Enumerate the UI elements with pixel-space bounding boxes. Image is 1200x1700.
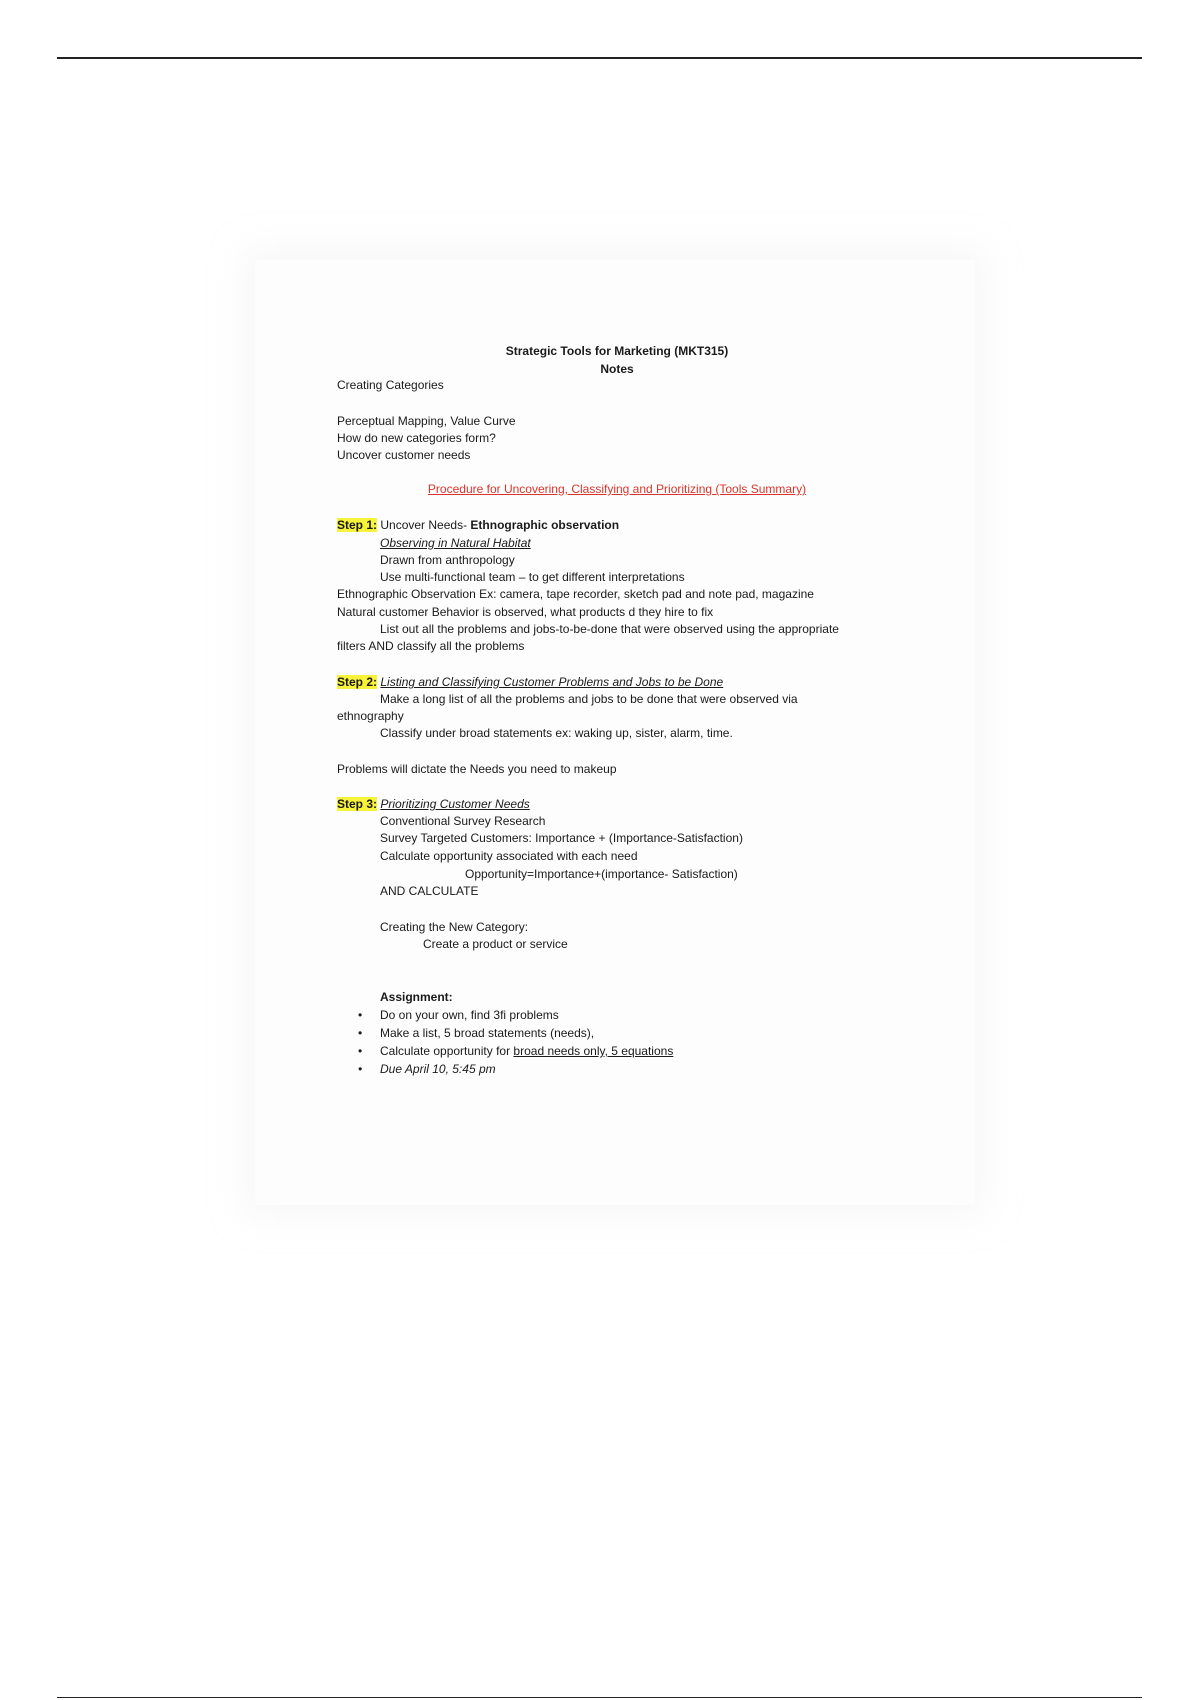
step3-label: Step 3:: [337, 797, 378, 811]
step3-detail: AND CALCULATE: [380, 884, 479, 898]
intro-line: How do new categories form?: [337, 431, 496, 445]
step3-detail: Survey Targeted Customers: Importance + (Importance-Satisfaction): [380, 831, 743, 845]
document-title: Strategic Tools for Marketing (MKT315): [505, 344, 729, 358]
bullet-icon: •: [358, 1044, 363, 1058]
intro-line: Uncover customer needs: [337, 448, 471, 462]
step3-detail: Conventional Survey Research: [380, 814, 546, 828]
step1-detail: Drawn from anthropology: [380, 553, 515, 567]
step2-line: [337, 673, 723, 691]
new-category-detail: Create a product or service: [423, 937, 568, 951]
step1-detail: filters AND classify all the problems: [337, 639, 525, 653]
intro-line: Creating Categories: [337, 378, 444, 392]
step3-detail: Calculate opportunity associated with each need: [380, 849, 638, 863]
step1-label: Step 1:: [337, 518, 378, 532]
step1-detail: Use multi-functional team – to get different interpretations: [380, 570, 685, 584]
step1-detail: Ethnographic Observation Ex: camera, tape recorder, sketch pad and note pad, magazine: [337, 587, 814, 601]
document-subtitle: Notes: [600, 362, 634, 376]
step3-line: [337, 795, 530, 813]
bullet-icon: •: [358, 1008, 363, 1022]
step2-detail: Make a long list of all the problems and jobs to be done that were observed via: [380, 692, 798, 706]
problems-line: Problems will dictate the Needs you need to makeup: [337, 762, 617, 776]
step2-label: Step 2:: [337, 675, 378, 689]
bullet-icon: •: [358, 1026, 363, 1040]
new-category-heading: Creating the New Category:: [380, 920, 529, 934]
opportunity-formula: Opportunity=Importance+(importance- Satisfaction): [465, 867, 738, 881]
step1-subheading: Observing in Natural Habitat: [380, 536, 531, 550]
assignment-item: • Calculate opportunity for broad needs only, 5 equations: [358, 1044, 674, 1058]
top-rule: [57, 57, 1142, 59]
step2-detail: ethnography: [337, 709, 404, 723]
assignment-item: • Do on your own, find 3fi problems: [358, 1008, 559, 1022]
step1-line: [337, 516, 619, 534]
step2-title: Listing and Classifying Customer Problems and Jobs to be Done: [380, 675, 724, 689]
step1-detail: Natural customer Behavior is observed, what products d they hire to fix: [337, 605, 714, 619]
step1-detail: List out all the problems and jobs-to-be-done that were observed using the appropriate: [380, 622, 839, 636]
bottom-rule: [57, 1697, 1142, 1698]
bullet-icon: •: [358, 1062, 363, 1076]
intro-line: Perceptual Mapping, Value Curve: [337, 414, 516, 428]
assignment-item: • Make a list, 5 broad statements (needs),: [358, 1026, 595, 1040]
assignment-item: • Due April 10, 5:45 pm: [358, 1062, 496, 1076]
step2-detail: Classify under broad statements ex: waking up, sister, alarm, time.: [380, 726, 733, 740]
step3-title: Prioritizing Customer Needs: [380, 797, 530, 811]
assignment-heading: Assignment:: [380, 990, 453, 1004]
assignment-underlined: broad needs only, 5 equations: [513, 1044, 674, 1058]
step1-emphasis: Ethnographic observation: [470, 518, 620, 532]
procedure-heading: Procedure for Uncovering, Classifying and Prioritizing (Tools Summary): [427, 482, 807, 496]
step1-text: Uncover Needs-: [380, 518, 468, 532]
